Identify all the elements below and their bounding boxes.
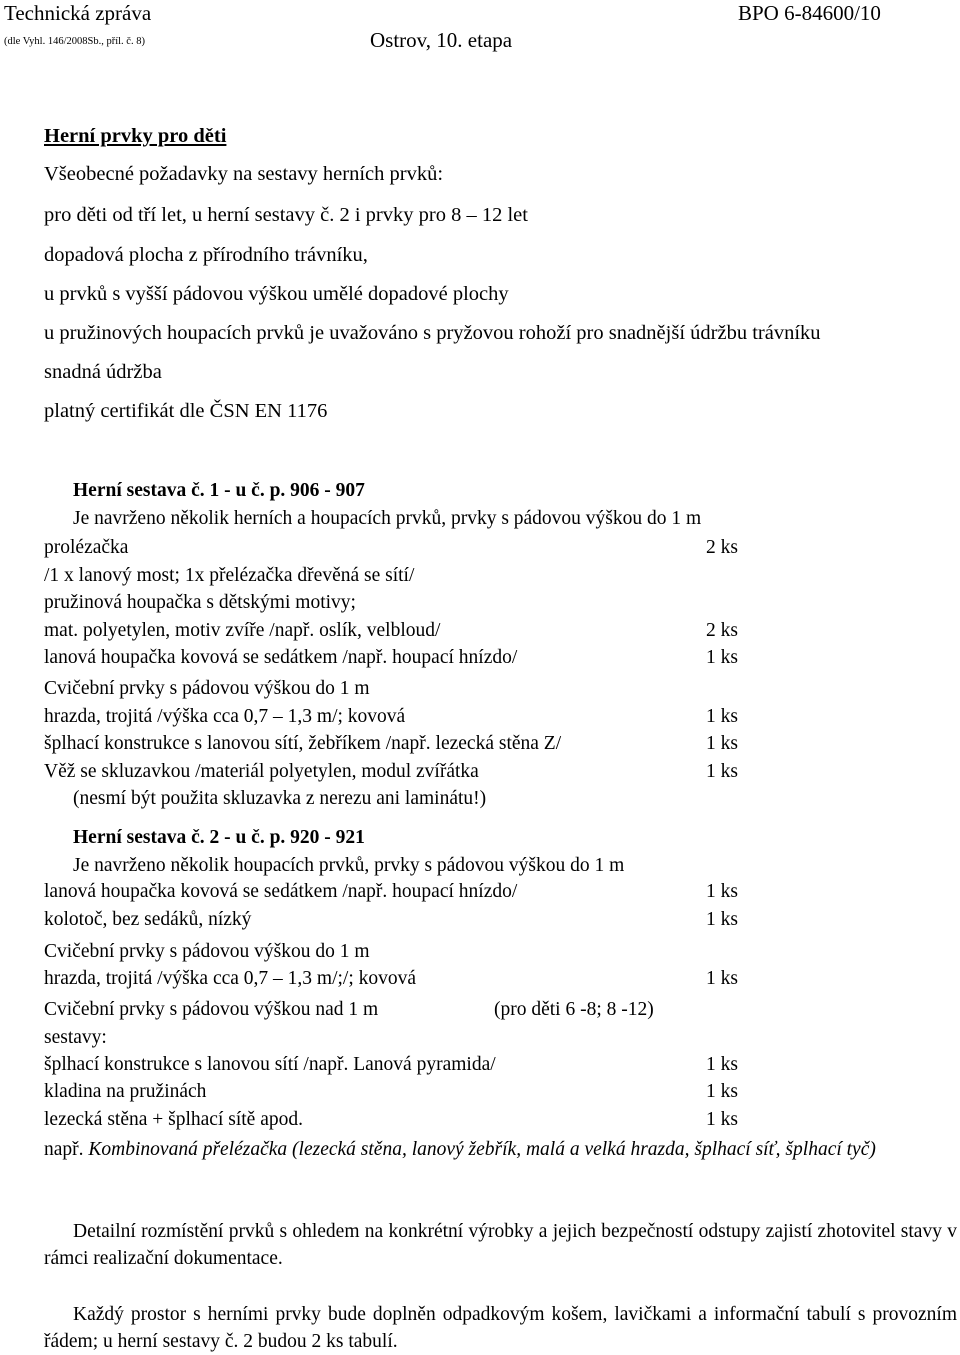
item-qty: 1 ks bbox=[706, 968, 738, 989]
location-label: Ostrov, 10. etapa bbox=[370, 28, 513, 52]
requirements-line: snadná údržba bbox=[44, 361, 162, 383]
section-heading: Herní prvky pro děti bbox=[44, 125, 227, 147]
item-text: pružinová houpačka s dětskými motivy; bbox=[44, 592, 356, 613]
requirements-line: u prvků s vyšší pádovou výškou umělé dopadové plochy bbox=[44, 283, 509, 305]
age-note: (pro děti 6 -8; 8 -12) bbox=[494, 999, 654, 1020]
paragraph-text: Každý prostor s herními prvky bude doplněn odpadkovým košem, lavičkami a informační tabulí s provozním řádem; u herní sestavy č. 2 budou 2 ks tabulí. bbox=[44, 1304, 957, 1352]
regulation-note: (dle Vyhl. 146/2008Sb., příl. č. 8) bbox=[4, 36, 145, 47]
requirements-line: pro děti od tří let, u herní sestavy č. 2 i prvky pro 8 – 12 let bbox=[44, 204, 528, 226]
set2-intro: Je navrženo několik houpacích prvků, prvky s pádovou výškou do 1 m bbox=[73, 855, 625, 876]
item-text: /1 x lanový most; 1x přelézačka dřevěná se sítí/ bbox=[44, 565, 415, 586]
report-title: Technická zpráva bbox=[4, 1, 152, 25]
item-text: Věž se skluzavkou /materiál polyetylen, modul zvířátka bbox=[44, 761, 479, 782]
example-prefix: např. bbox=[44, 1139, 84, 1160]
requirements-line: u pružinových houpacích prvků je uvažováno s pryžovou rohoží pro snadnější údržbu trávníku bbox=[44, 322, 821, 344]
requirements-line: platný certifikát dle ČSN EN 1176 bbox=[44, 400, 328, 422]
item-qty: 1 ks bbox=[706, 761, 738, 782]
item-qty: 1 ks bbox=[706, 1109, 738, 1130]
item-text: lanová houpačka kovová se sedátkem /např. houpací hnízdo/ bbox=[44, 881, 518, 902]
item-qty: 1 ks bbox=[706, 647, 738, 668]
requirements-line: Všeobecné požadavky na sestavy herních prvků: bbox=[44, 163, 444, 185]
document-code: BPO 6-84600/10 bbox=[738, 1, 881, 25]
item-text: Cvičební prvky s pádovou výškou nad 1 m bbox=[44, 999, 379, 1020]
item-qty: 1 ks bbox=[706, 909, 738, 930]
item-qty: 1 ks bbox=[706, 881, 738, 902]
item-text: hrazda, trojitá /výška cca 0,7 – 1,3 m/;/; kovová bbox=[44, 968, 417, 989]
item-text: kolotoč, bez sedáků, nízký bbox=[44, 909, 252, 930]
example-note bbox=[44, 1136, 957, 1163]
item-text: sestavy: bbox=[44, 1027, 107, 1048]
item-qty: 2 ks bbox=[706, 537, 738, 558]
paragraph-text: Detailní rozmístění prvků s ohledem na konkrétní výrobky a jejich bezpečností odstupy zajistí zhotovitel stavy v rámci realizační dokumentace. bbox=[44, 1221, 957, 1269]
item-text: hrazda, trojitá /výška cca 0,7 – 1,3 m/; kovová bbox=[44, 706, 406, 727]
item-text: Cvičební prvky s pádovou výškou do 1 m bbox=[44, 941, 370, 962]
item-text: šplhací konstrukce s lanovou sítí, žebříkem /např. lezecká stěna Z/ bbox=[44, 733, 562, 754]
item-qty: 1 ks bbox=[706, 733, 738, 754]
item-qty: 1 ks bbox=[706, 1054, 738, 1075]
item-text: kladina na pružinách bbox=[44, 1081, 207, 1102]
item-text: (nesmí být použita skluzavka z nerezu ani laminátu!) bbox=[73, 788, 487, 809]
item-text: šplhací konstrukce s lanovou sítí /např. Lanová pyramida/ bbox=[44, 1054, 496, 1075]
set1-intro: Je navrženo několik herních a houpacích prvků, prvky s pádovou výškou do 1 m bbox=[73, 508, 702, 529]
item-text: mat. polyetylen, motiv zvíře /např. oslík, velbloud/ bbox=[44, 620, 441, 641]
equipment-paragraph bbox=[44, 1301, 957, 1355]
requirements-line: dopadová plocha z přírodního trávníku, bbox=[44, 244, 368, 266]
item-text: lanová houpačka kovová se sedátkem /např. houpací hnízdo/ bbox=[44, 647, 518, 668]
example-text: Kombinovaná přelézačka (lezecká stěna, lanový žebřík, malá a velká hrazda, šplhací síť, šplhací tyč) bbox=[88, 1139, 876, 1160]
set2-heading: Herní sestava č. 2 - u č. p. 920 - 921 bbox=[73, 827, 365, 848]
item-text: Cvičební prvky s pádovou výškou do 1 m bbox=[44, 678, 370, 699]
item-text: lezecká stěna + šplhací sítě apod. bbox=[44, 1109, 303, 1130]
layout-paragraph bbox=[44, 1218, 957, 1272]
item-qty: 1 ks bbox=[706, 1081, 738, 1102]
set1-heading: Herní sestava č. 1 - u č. p. 906 - 907 bbox=[73, 480, 365, 501]
item-text: prolézačka bbox=[44, 537, 129, 558]
item-qty: 2 ks bbox=[706, 620, 738, 641]
item-qty: 1 ks bbox=[706, 706, 738, 727]
